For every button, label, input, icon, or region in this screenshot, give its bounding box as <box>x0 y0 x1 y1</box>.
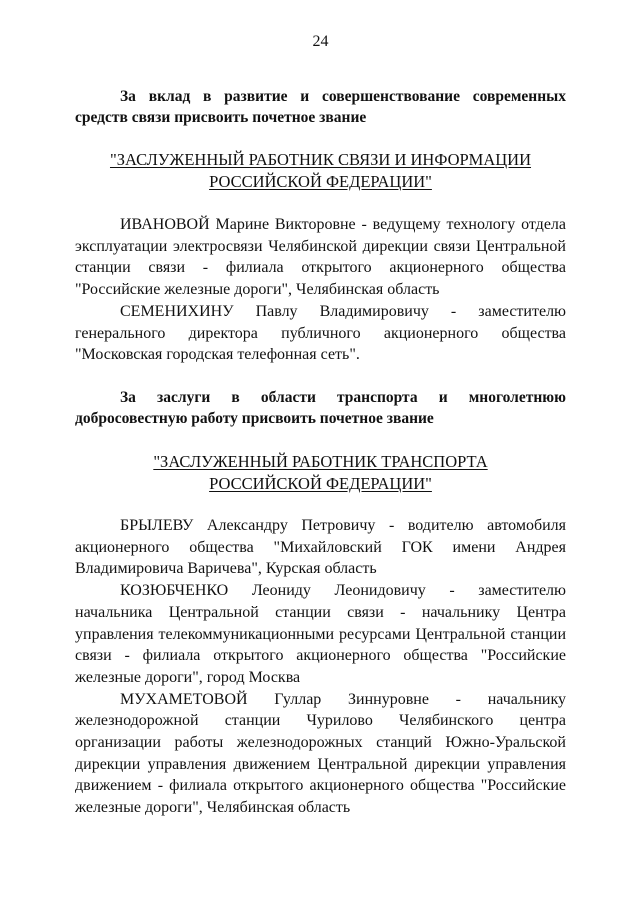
section-2-intro-block <box>75 387 566 429</box>
section-1-title-line-2: РОССИЙСКОЙ ФЕДЕРАЦИИ" <box>209 172 432 191</box>
award-entry: МУХАМЕТОВОЙ Гуллар Зиннуровне - начальнику железнодорожной станции Чурилово Челябинского центра организации работы железнодорожных станций Южно-Уральской дирекции управления движением Центральной дирекции управления движением - филиала открытого акционерного общества "Российские железные дороги", Челябинская область <box>75 690 566 817</box>
section-1-entries <box>75 214 566 366</box>
section-1-title-line-1: "ЗАСЛУЖЕННЫЙ РАБОТНИК СВЯЗИ И ИНФОРМАЦИИ <box>109 150 532 169</box>
award-entry: СЕМЕНИХИНУ Павлу Владимировичу - заместителю генерального директора публичного акционерного общества "Московская городская телефонная сеть". <box>75 302 566 364</box>
section-1-intro: За вклад в развитие и совершенствование современных средств связи присвоить почетное звание <box>75 88 566 126</box>
section-2-entries <box>75 515 566 819</box>
section-1-title <box>75 149 566 193</box>
section-2-intro: За заслуги в области транспорта и многолетнюю добросовестную работу присвоить почетное звание <box>75 389 566 427</box>
section-2-title-line-1: "ЗАСЛУЖЕННЫЙ РАБОТНИК ТРАНСПОРТА <box>153 452 488 471</box>
section-1-intro-block <box>75 86 566 128</box>
award-entry: КОЗЮБЧЕНКО Леониду Леонидовичу - заместителю начальника Центральной станции связи - начальнику Центра управления телекоммуникационными ресурсами Центральной станции связи - филиала открытого акционерного общества "Российские железные дороги", город Москва <box>75 582 566 686</box>
award-entry: БРЫЛЕВУ Александру Петровичу - водителю автомобиля акционерного общества "Михайловский ГОК имени Андрея Владимировича Варичева", Курская область <box>75 517 566 578</box>
award-entry: ИВАНОВОЙ Марине Викторовне - ведущему технологу отдела эксплуатации электросвязи Челябинской дирекции связи Центральной станции связи - филиала открытого акционерного общества "Российские железные дороги", Челябинская область <box>75 216 566 299</box>
section-2-title <box>75 451 566 495</box>
document-page <box>75 0 566 905</box>
page-number: 24 <box>312 33 329 50</box>
section-2-title-line-2: РОССИЙСКОЙ ФЕДЕРАЦИИ" <box>209 474 432 493</box>
